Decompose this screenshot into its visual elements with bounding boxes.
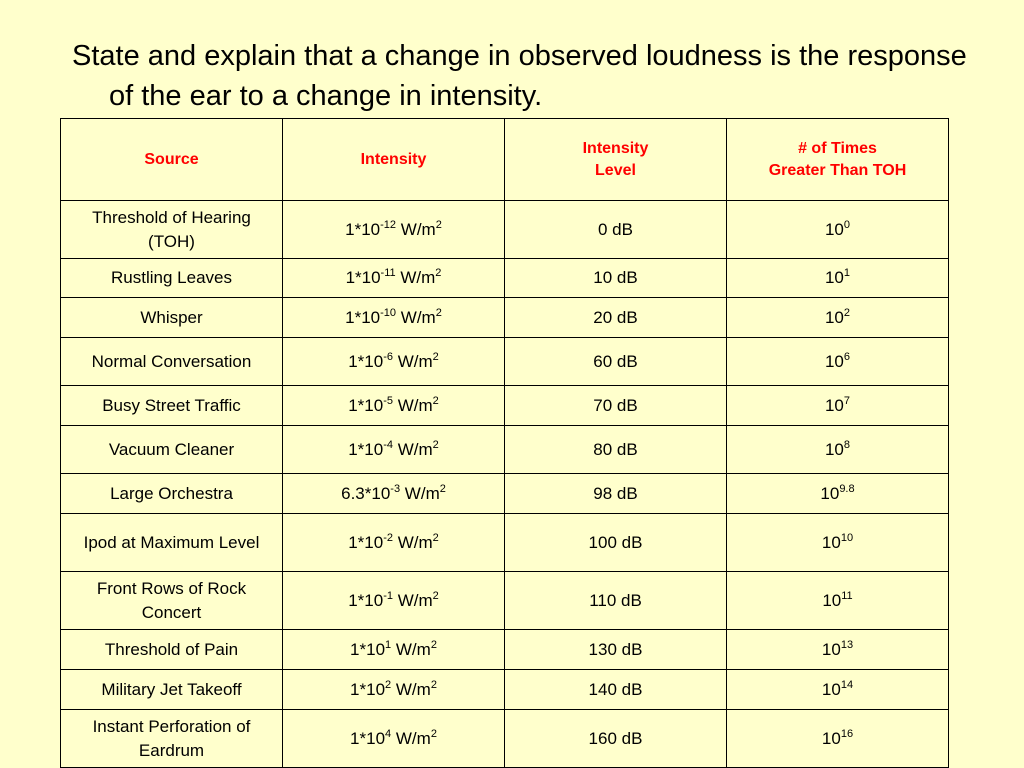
intensity-level-text: 140 dB bbox=[588, 679, 643, 699]
intensity-exponent: -4 bbox=[383, 438, 393, 451]
times-base: 10 bbox=[821, 679, 841, 699]
intensity-exponent: -12 bbox=[380, 218, 397, 231]
sound-intensity-table bbox=[60, 118, 949, 768]
unit-exponent: 2 bbox=[430, 727, 437, 740]
cell-times-greater bbox=[727, 670, 949, 710]
intensity-unit: W/m bbox=[396, 219, 436, 239]
intensity-unit: W/m bbox=[391, 639, 431, 659]
intensity-base: 1*10 bbox=[345, 219, 381, 239]
cell-source bbox=[61, 259, 283, 298]
cell-source bbox=[61, 572, 283, 630]
times-exponent: 1 bbox=[843, 267, 851, 279]
source-text: Busy Street Traffic bbox=[102, 395, 241, 415]
cell-intensity-level bbox=[505, 259, 727, 298]
intensity-exponent: 1 bbox=[385, 638, 392, 651]
cell-source bbox=[61, 710, 283, 768]
source-text: Ipod at Maximum Level bbox=[83, 532, 260, 552]
unit-exponent: 2 bbox=[435, 218, 442, 231]
cell-source bbox=[61, 630, 283, 670]
source-text: Front Rows of Rock Concert bbox=[96, 578, 247, 622]
times-base: 10 bbox=[824, 307, 844, 327]
cell-intensity bbox=[283, 710, 505, 768]
table-row bbox=[61, 572, 949, 630]
intensity-unit: W/m bbox=[392, 590, 433, 610]
table-row bbox=[61, 338, 949, 386]
cell-intensity-level bbox=[505, 572, 727, 630]
cell-intensity bbox=[283, 670, 505, 710]
cell-source bbox=[61, 338, 283, 386]
cell-times-greater bbox=[727, 201, 949, 259]
intensity-unit: W/m bbox=[391, 679, 431, 699]
table-row bbox=[61, 514, 949, 572]
intensity-level-text: 160 dB bbox=[588, 728, 643, 748]
times-exponent: 7 bbox=[843, 394, 851, 407]
cell-times-greater bbox=[727, 514, 949, 572]
intensity-base: 1*10 bbox=[348, 395, 384, 415]
cell-times-greater bbox=[727, 710, 949, 768]
intensity-exponent: -10 bbox=[380, 306, 397, 319]
intensity-base: 1*10 bbox=[348, 532, 384, 552]
intensity-unit: W/m bbox=[400, 483, 440, 503]
intensity-unit: W/m bbox=[392, 532, 433, 552]
table-row bbox=[61, 670, 949, 710]
cell-intensity-level bbox=[505, 426, 727, 474]
header-intensity bbox=[283, 119, 505, 201]
unit-exponent: 2 bbox=[435, 267, 442, 279]
table-header-row bbox=[61, 119, 949, 201]
cell-intensity bbox=[283, 426, 505, 474]
header-times-line1: # of Times bbox=[798, 139, 877, 157]
cell-intensity-level bbox=[505, 630, 727, 670]
intensity-base: 1*10 bbox=[350, 639, 386, 659]
cell-times-greater bbox=[727, 259, 949, 298]
unit-exponent: 2 bbox=[435, 306, 442, 319]
times-base: 10 bbox=[821, 532, 841, 552]
times-base: 10 bbox=[824, 268, 844, 287]
cell-source bbox=[61, 426, 283, 474]
unit-exponent: 2 bbox=[430, 638, 437, 651]
times-exponent: 13 bbox=[840, 638, 854, 651]
times-exponent: 10 bbox=[840, 531, 854, 544]
unit-exponent: 2 bbox=[439, 482, 446, 495]
times-exponent: 8 bbox=[843, 438, 851, 451]
times-base: 10 bbox=[824, 439, 844, 459]
intensity-level-text: 60 dB bbox=[593, 351, 638, 371]
cell-intensity-level bbox=[505, 474, 727, 514]
intensity-level-text: 20 dB bbox=[593, 307, 638, 327]
header-intensity-level bbox=[505, 119, 727, 201]
header-level-line2: Level bbox=[595, 161, 636, 179]
times-exponent: 14 bbox=[840, 678, 854, 691]
table-row bbox=[61, 201, 949, 259]
source-text: Normal Conversation bbox=[91, 351, 252, 371]
table-row bbox=[61, 386, 949, 426]
intensity-unit: W/m bbox=[395, 268, 436, 287]
times-base: 10 bbox=[822, 590, 842, 610]
intensity-exponent: -3 bbox=[390, 482, 401, 495]
header-source-label: Source bbox=[144, 150, 199, 168]
intensity-level-text: 110 dB bbox=[589, 590, 642, 610]
cell-times-greater bbox=[727, 298, 949, 338]
intensity-base: 1*10 bbox=[348, 351, 384, 371]
cell-intensity-level bbox=[505, 514, 727, 572]
table-row bbox=[61, 259, 949, 298]
source-text: Rustling Leaves bbox=[111, 268, 232, 287]
cell-times-greater bbox=[727, 386, 949, 426]
cell-source bbox=[61, 670, 283, 710]
cell-intensity bbox=[283, 514, 505, 572]
times-base: 10 bbox=[820, 483, 840, 503]
intensity-base: 1*10 bbox=[350, 728, 386, 748]
intensity-unit: W/m bbox=[392, 351, 433, 371]
intensity-level-text: 80 dB bbox=[593, 439, 638, 459]
intensity-exponent: -1 bbox=[383, 589, 393, 602]
source-text: Whisper bbox=[140, 307, 203, 327]
times-base: 10 bbox=[821, 639, 841, 659]
intensity-level-text: 10 dB bbox=[593, 268, 638, 287]
times-base: 10 bbox=[821, 728, 841, 748]
times-exponent: 6 bbox=[843, 350, 851, 363]
table-row bbox=[61, 474, 949, 514]
intensity-unit: W/m bbox=[396, 307, 436, 327]
unit-exponent: 2 bbox=[432, 438, 439, 451]
intensity-exponent: -5 bbox=[383, 394, 393, 407]
intensity-level-text: 0 dB bbox=[598, 219, 633, 239]
cell-intensity-level bbox=[505, 298, 727, 338]
source-text: Instant Perforation of Eardrum bbox=[92, 716, 251, 760]
intensity-base: 1*10 bbox=[350, 679, 386, 699]
cell-times-greater bbox=[727, 572, 949, 630]
intensity-base: 1*10 bbox=[345, 268, 381, 287]
times-base: 10 bbox=[824, 395, 844, 415]
slide-title: State and explain that a change in observed loudness is the response of the ear to a change in intensity. bbox=[72, 40, 967, 112]
table-row bbox=[61, 710, 949, 768]
cell-intensity-level bbox=[505, 670, 727, 710]
intensity-unit: W/m bbox=[391, 728, 431, 748]
cell-intensity-level bbox=[505, 386, 727, 426]
cell-times-greater bbox=[727, 426, 949, 474]
intensity-base: 1*10 bbox=[345, 307, 381, 327]
cell-times-greater bbox=[727, 338, 949, 386]
times-exponent: 9.8 bbox=[839, 482, 855, 495]
cell-intensity bbox=[283, 338, 505, 386]
intensity-level-text: 70 dB bbox=[593, 395, 638, 415]
unit-exponent: 2 bbox=[432, 589, 439, 602]
table-row bbox=[61, 426, 949, 474]
source-text: Threshold of Hearing (TOH) bbox=[92, 207, 251, 251]
intensity-unit: W/m bbox=[392, 395, 433, 415]
cell-times-greater bbox=[727, 630, 949, 670]
cell-intensity bbox=[283, 572, 505, 630]
times-base: 10 bbox=[824, 351, 844, 371]
intensity-exponent: -11 bbox=[380, 267, 396, 279]
source-text: Vacuum Cleaner bbox=[108, 439, 235, 459]
header-source bbox=[61, 119, 283, 201]
cell-source bbox=[61, 474, 283, 514]
times-exponent: 16 bbox=[840, 727, 854, 740]
intensity-level-text: 98 dB bbox=[593, 483, 638, 503]
cell-source bbox=[61, 514, 283, 572]
cell-source bbox=[61, 386, 283, 426]
unit-exponent: 2 bbox=[432, 531, 439, 544]
cell-times-greater bbox=[727, 474, 949, 514]
cell-intensity bbox=[283, 386, 505, 426]
header-times-line2: Greater Than TOH bbox=[768, 161, 907, 179]
table-row bbox=[61, 298, 949, 338]
intensity-exponent: 2 bbox=[385, 678, 392, 691]
times-exponent: 11 bbox=[841, 589, 853, 602]
cell-source bbox=[61, 298, 283, 338]
unit-exponent: 2 bbox=[430, 678, 437, 691]
intensity-level-text: 100 dB bbox=[588, 532, 643, 552]
unit-exponent: 2 bbox=[432, 350, 439, 363]
header-level-line1: Intensity bbox=[582, 139, 649, 157]
cell-intensity bbox=[283, 630, 505, 670]
cell-intensity-level bbox=[505, 338, 727, 386]
unit-exponent: 2 bbox=[432, 394, 439, 407]
times-base: 10 bbox=[824, 219, 844, 239]
cell-intensity bbox=[283, 298, 505, 338]
source-text: Military Jet Takeoff bbox=[101, 679, 242, 699]
header-intensity-label: Intensity bbox=[360, 150, 427, 168]
table-body bbox=[61, 201, 949, 768]
cell-intensity bbox=[283, 474, 505, 514]
cell-intensity bbox=[283, 259, 505, 298]
cell-intensity-level bbox=[505, 201, 727, 259]
intensity-base: 6.3*10 bbox=[341, 483, 391, 503]
table-row bbox=[61, 630, 949, 670]
cell-intensity-level bbox=[505, 710, 727, 768]
intensity-base: 1*10 bbox=[348, 590, 384, 610]
times-exponent: 0 bbox=[843, 218, 851, 231]
cell-source bbox=[61, 201, 283, 259]
intensity-exponent: 4 bbox=[385, 727, 392, 740]
intensity-level-text: 130 dB bbox=[588, 639, 643, 659]
source-text: Threshold of Pain bbox=[104, 639, 239, 659]
intensity-exponent: -6 bbox=[383, 350, 393, 363]
intensity-base: 1*10 bbox=[348, 439, 384, 459]
header-times-greater bbox=[727, 119, 949, 201]
cell-intensity bbox=[283, 201, 505, 259]
intensity-unit: W/m bbox=[392, 439, 433, 459]
intensity-exponent: -2 bbox=[383, 531, 393, 544]
source-text: Large Orchestra bbox=[110, 483, 233, 503]
times-exponent: 2 bbox=[843, 306, 851, 319]
